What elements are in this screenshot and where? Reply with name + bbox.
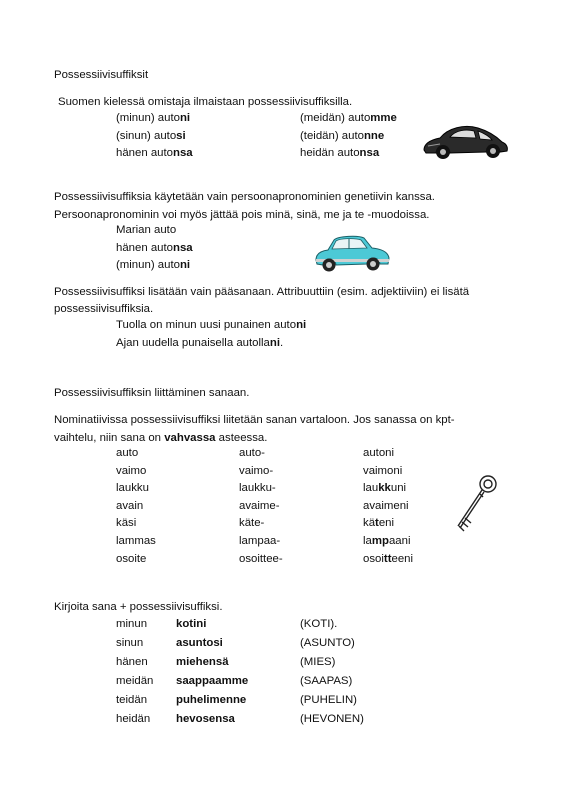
- table-cell: vaimoni: [363, 464, 403, 477]
- table-cell: käsi: [116, 517, 137, 530]
- table-cell: käteni: [363, 517, 395, 530]
- para3-line2: possessiivisuffiksia.: [54, 303, 154, 315]
- intro-text: Suomen kielessä omistaja ilmaistaan possessiivisuffiksilla.: [58, 96, 353, 108]
- stem-table-stems: [239, 445, 283, 568]
- examples1-right: [300, 110, 397, 163]
- exercise-table: [116, 616, 436, 730]
- examples2: [116, 222, 193, 275]
- example-line: (meidän) automme: [300, 112, 397, 124]
- table-cell: vaimo-: [239, 464, 274, 477]
- para2-line1: Possessiivisuffiksia käytetään vain persoonapronominien genetiivin kanssa.: [54, 191, 435, 203]
- table-cell: auto-: [239, 447, 265, 459]
- table-cell: avaime-: [239, 499, 280, 512]
- table-cell: käte-: [239, 517, 265, 530]
- table-cell: auto: [116, 447, 139, 459]
- exercise-row: minun kotini (KOTI).: [116, 618, 338, 630]
- exercise-title: Kirjoita sana + possessiivisuffiksi.: [54, 601, 223, 613]
- table-cell: avaimeni: [363, 499, 409, 512]
- table-cell: osoite: [116, 552, 147, 565]
- exercise-row: heidän hevosensa (HEVONEN): [116, 713, 364, 725]
- example-line: (minun) autoni: [116, 259, 191, 272]
- examples3: [116, 317, 306, 352]
- turquoise-car-icon: [312, 228, 392, 276]
- table-cell: laukku-: [239, 482, 276, 495]
- exercise-row: teidän puhelimenne (PUHELIN): [116, 694, 357, 706]
- example-line: Ajan uudella punaisella autollani.: [116, 336, 284, 349]
- example-line: hänen autonsa: [116, 147, 193, 160]
- table-cell: laukkuni: [363, 482, 407, 495]
- heading-possessive-suffixes: Possessiivisuffiksit: [54, 69, 149, 81]
- para2-line2: Persoonapronominin voi myös jättää pois minä, sinä, me ja te -muodoissa.: [54, 209, 430, 221]
- example-line: Marian auto: [116, 224, 177, 236]
- example-line: Tuolla on minun uusi punainen autoni: [116, 319, 307, 331]
- example-line: heidän autonsa: [300, 147, 380, 160]
- para4-line1: Nominatiivissa possessiivisuffiksi liitetään sanan vartaloon. Jos sanassa on kpt-: [54, 414, 455, 426]
- exercise-row: hänen miehensä (MIES): [116, 656, 336, 668]
- stem-table-words: [116, 445, 156, 568]
- table-cell: osoitteeni: [363, 552, 414, 565]
- example-line: hänen autonsa: [116, 241, 193, 254]
- table-cell: osoittee-: [239, 552, 283, 565]
- examples1-left: [116, 110, 193, 163]
- table-cell: avain: [116, 499, 144, 512]
- exercise-row: sinun asuntosi (ASUNTO): [116, 637, 355, 649]
- para4-line2: vaihtelu, niin sana on vahvassa asteessa.: [54, 432, 268, 444]
- table-cell: autoni: [363, 447, 395, 459]
- example-line: (sinun) autosi: [116, 129, 186, 142]
- vintage-car-icon: [420, 120, 510, 162]
- table-cell: lampaani: [363, 534, 411, 547]
- exercise-row: meidän saappaamme (SAAPAS): [116, 675, 353, 687]
- para3-line1: Possessiivisuffiksi lisätään vain pääsanaan. Attribuuttiin (esim. adjektiiviin) ei lisätä: [54, 286, 470, 298]
- stem-table-forms: [363, 445, 413, 568]
- example-line: (teidän) autonne: [300, 129, 385, 142]
- heading-attaching-suffix: Possessiivisuffiksin liittäminen sanaan.: [54, 387, 250, 399]
- table-cell: vaimo: [116, 464, 147, 477]
- example-line: (minun) autoni: [116, 112, 191, 124]
- table-cell: lammas: [116, 534, 156, 547]
- table-cell: laukku: [116, 482, 149, 495]
- table-cell: lampaa-: [239, 534, 281, 547]
- key-icon: [450, 472, 502, 536]
